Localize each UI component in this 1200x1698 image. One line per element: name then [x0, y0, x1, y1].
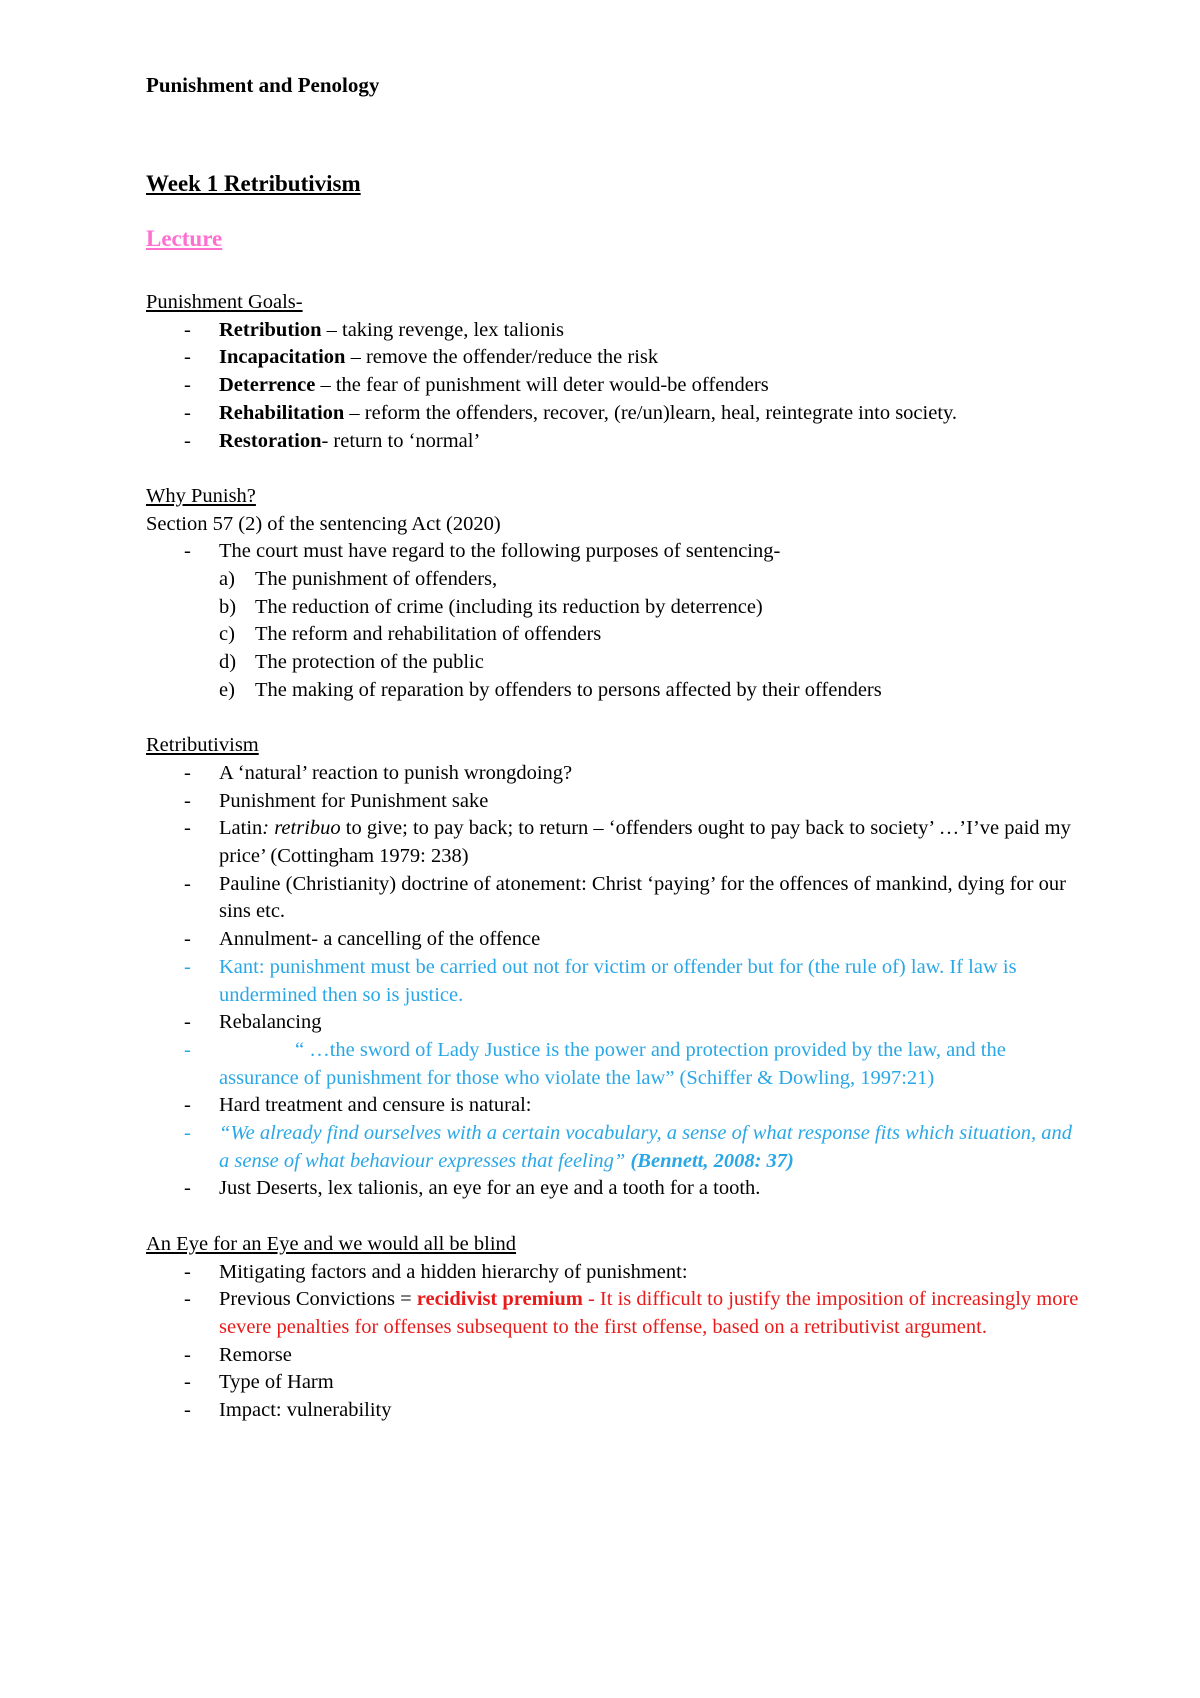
- item-text: The reform and rehabilitation of offenders: [255, 623, 602, 646]
- list-item: [146, 677, 1086, 705]
- item-text: Rebalancing: [219, 1011, 322, 1034]
- list-item: [146, 428, 1086, 456]
- why-heading: Why Punish?: [146, 484, 256, 507]
- list-item: [146, 649, 1086, 677]
- item-text: A ‘natural’ reaction to punish wrongdoing?: [219, 761, 573, 784]
- item-text: Mitigating factors and a hidden hierarchy of punishment:: [219, 1260, 688, 1283]
- list-item: [146, 566, 1086, 594]
- list-item: [146, 871, 1086, 926]
- lady-justice-quote: “ …the sword of Lady Justice is the power and protection provided by the law, and the assurance of punishment for those who violate the law” (Schiffer & Dowling, 1997:21): [219, 1038, 1006, 1089]
- alpha-label: e): [219, 678, 235, 701]
- list-item: [146, 926, 1086, 954]
- dash-bullet: -: [184, 1343, 191, 1366]
- document-body: [146, 289, 1086, 1425]
- list-item: [146, 1037, 1086, 1092]
- dash-bullet: -: [184, 1038, 191, 1061]
- dash-bullet: -: [184, 1122, 191, 1145]
- list-item: [146, 815, 1086, 870]
- quote-spacer: [219, 1039, 295, 1061]
- alpha-label: d): [219, 651, 237, 674]
- item-text: The punishment of offenders,: [255, 568, 498, 591]
- retributivism-heading: Retributivism: [146, 734, 259, 757]
- list-item: [146, 1120, 1086, 1175]
- dash-bullet: -: [184, 346, 191, 369]
- goal-term: Deterrence: [219, 374, 316, 397]
- spacer: [146, 705, 1086, 733]
- goal-term: Rehabilitation: [219, 401, 345, 424]
- dash-bullet: -: [184, 761, 191, 784]
- item-text: Remorse: [219, 1343, 292, 1366]
- dash-bullet: -: [184, 928, 191, 951]
- dash-bullet: -: [184, 1011, 191, 1034]
- item-text: Latin: [219, 817, 263, 840]
- goals-list: [146, 317, 1086, 456]
- list-item: [146, 1009, 1086, 1037]
- lecture-heading: Lecture: [146, 226, 223, 251]
- item-text: The protection of the public: [255, 651, 484, 674]
- alpha-label: c): [219, 623, 235, 646]
- recidivist-text: - It is difficult to justify the imposition of increasingly more severe penalties for offenses subsequent to the first offense, based on a retributivist argument.: [219, 1288, 1079, 1338]
- goal-text: – remove the offender/reduce the risk: [345, 346, 659, 369]
- dash-bullet: -: [184, 540, 191, 563]
- item-text: Annulment- a cancelling of the offence: [219, 928, 541, 951]
- goal-text: – taking revenge, lex talionis: [321, 318, 565, 341]
- goal-text: – the fear of punishment will deter would-be offenders: [315, 374, 769, 397]
- list-item: [146, 1342, 1086, 1370]
- dash-bullet: -: [184, 1260, 191, 1283]
- purposes-list: [146, 566, 1086, 705]
- dash-bullet: -: [184, 955, 191, 978]
- recidivist-term: recidivist premium: [416, 1288, 583, 1311]
- list-item: [146, 621, 1086, 649]
- list-item: [146, 1259, 1086, 1287]
- list-item: [146, 594, 1086, 622]
- list-item: [146, 1092, 1086, 1120]
- week-heading: Week 1 Retributivism: [146, 171, 361, 196]
- dash-bullet: -: [184, 429, 191, 452]
- item-text: Hard treatment and censure is natural:: [219, 1094, 532, 1117]
- list-item: [146, 372, 1086, 400]
- section-reference: Section 57 (2) of the sentencing Act (2020): [146, 512, 501, 535]
- latin-term: : retribuo: [262, 817, 341, 840]
- spacer: [146, 455, 1086, 483]
- goal-term: Incapacitation: [219, 346, 346, 369]
- retributivism-list: [146, 760, 1086, 1203]
- bennett-quote: “We already find ourselves with a certain vocabulary, a sense of what response fits which situation, and a sense of what behaviour expresses that feeling”: [219, 1122, 1072, 1172]
- dash-bullet: -: [184, 1399, 191, 1422]
- alpha-label: b): [219, 595, 237, 618]
- list-item: [146, 1175, 1086, 1203]
- item-text: Just Deserts, lex talionis, an eye for an eye and a tooth for a tooth.: [219, 1177, 761, 1200]
- list-item: [146, 538, 1086, 566]
- dash-bullet: -: [184, 1288, 191, 1311]
- document-title: Punishment and Penology: [146, 73, 380, 97]
- item-text: Impact: vulnerability: [219, 1399, 392, 1422]
- item-text: The making of reparation by offenders to persons affected by their offenders: [255, 678, 882, 701]
- dash-bullet: -: [184, 817, 191, 840]
- list-item: [146, 760, 1086, 788]
- list-item: [146, 400, 1086, 428]
- kant-text: Kant: punishment must be carried out not for victim or offender but for (the rule of) law. If law is undermined then so is justice.: [219, 955, 1017, 1006]
- goals-heading: Punishment Goals-: [146, 291, 303, 313]
- item-text: The court must have regard to the following purposes of sentencing-: [219, 540, 781, 563]
- item-text: Previous Convictions =: [219, 1288, 417, 1311]
- list-item: [146, 1369, 1086, 1397]
- list-item: [146, 1397, 1086, 1425]
- dash-bullet: -: [184, 374, 191, 397]
- dash-bullet: -: [184, 1371, 191, 1394]
- list-item: [146, 317, 1086, 345]
- goal-term: Retribution: [219, 318, 322, 341]
- dash-bullet: -: [184, 401, 191, 424]
- dash-bullet: -: [184, 318, 191, 341]
- alpha-label: a): [219, 568, 235, 591]
- item-text: Punishment for Punishment sake: [219, 789, 489, 812]
- dash-bullet: -: [184, 1094, 191, 1117]
- goal-text: - return to ‘normal’: [321, 429, 481, 452]
- item-text: Type of Harm: [219, 1371, 334, 1394]
- list-item: [146, 1286, 1086, 1341]
- item-text: Pauline (Christianity) doctrine of atonement: Christ ‘paying’ for the offences of mankind, dying for our sins etc.: [219, 872, 1066, 923]
- dash-bullet: -: [184, 872, 191, 895]
- list-item: [146, 788, 1086, 816]
- item-text: to give; to pay back; to return – ‘offenders ought to pay back to society’ …’I’ve paid my price’ (Cottingham 1979: 238): [219, 817, 1071, 868]
- item-text: The reduction of crime (including its reduction by deterrence): [255, 595, 763, 618]
- list-item: [146, 344, 1086, 372]
- dash-bullet: -: [184, 789, 191, 812]
- eye-list: [146, 1259, 1086, 1425]
- goal-term: Restoration: [219, 429, 322, 452]
- spacer: [146, 1203, 1086, 1231]
- why-list: [146, 538, 1086, 566]
- list-item: [146, 954, 1086, 1009]
- goal-text: – reform the offenders, recover, (re/un)learn, heal, reintegrate into society.: [344, 401, 958, 424]
- eye-heading: An Eye for an Eye and we would all be blind: [146, 1232, 517, 1255]
- bennett-citation: (Bennett, 2008: 37): [630, 1149, 794, 1172]
- dash-bullet: -: [184, 1177, 191, 1200]
